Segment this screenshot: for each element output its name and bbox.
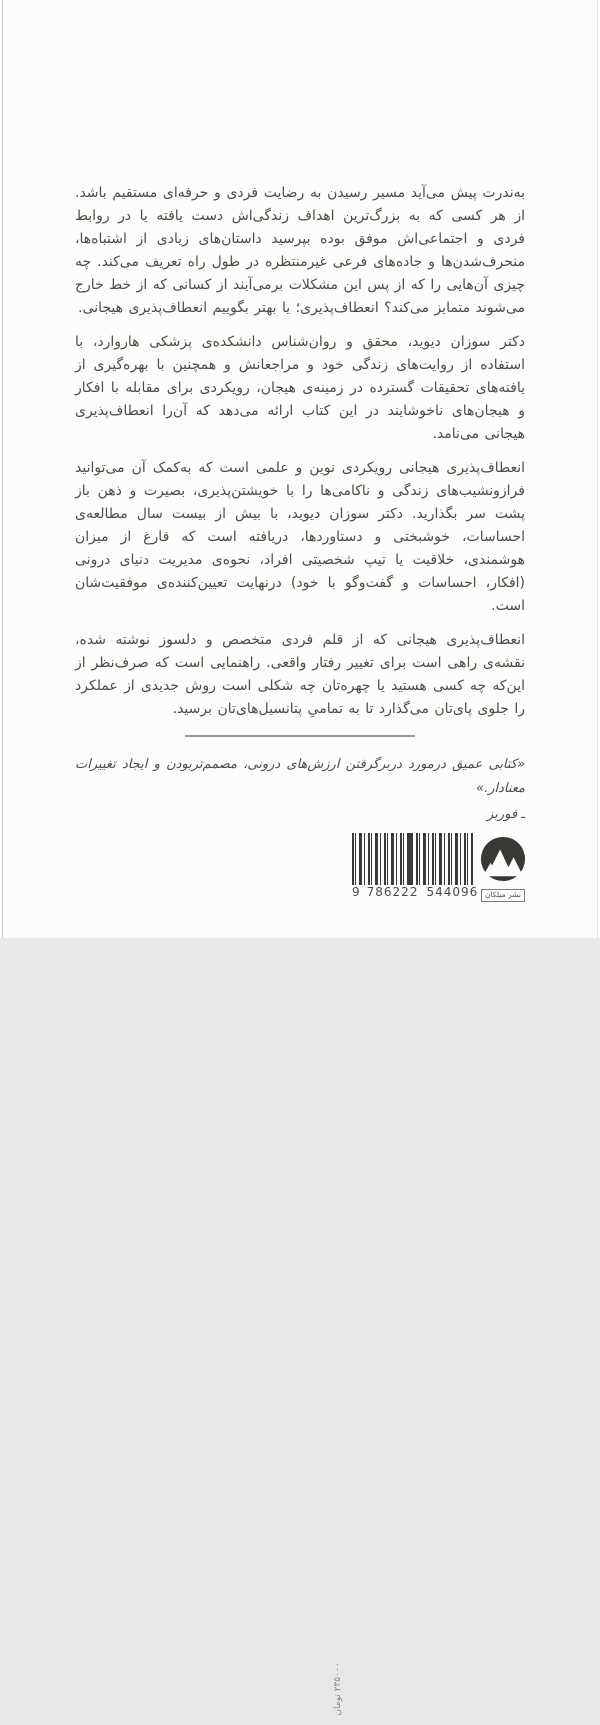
synopsis-paragraph: انعطاف‌پذیری هیجانی که از قلم فردی متخصص و دلسوز نوشته شده، نقشه‌ی راهی است برای تغییر رفتار واقعی. راهنمایی است که صرف‌نظر از این‌که چه کسی هستید یا چهره‌تان چه شکلی است روش جدیدی از عملکرد را جلوی پای‌تان می‌گذارد تا به تمامیِ پتانسیل‌های‌تان برسید. (75, 632, 525, 717)
synopsis-paragraph: دکتر سوزان دیوید، محقق و روان‌شناس دانشکده‌ی پزشکی هاروارد، با استفاده از روایت‌های زندگی خود و مراجعانش و همچنین با بهره‌گیری از یافته‌های تحقیقات گسترده در زمینه‌ی هیجان، رویکردی برای مقابله با افکار و هیجان‌های ناخوشایند در این کتاب ارائه می‌دهد که آن‌را انعطاف‌پذیری هیجانی می‌نامد. (75, 334, 525, 442)
synopsis-paragraph: به‌ندرت پیش می‌آید مسیر رسیدن به رضایت فردی و حرفه‌ای مستقیم باشد. از هر کسی که به بزرگ‌ترین اهداف زندگی‌اش دست یافته یا در روابط فردی و اجتماعی‌اش موفق بوده بپرسید داستان‌های زیادی از اشتباه‌ها، منحرف‌شدن‌ها و جاده‌های فرعی غیرمنتظره در طول راه تعریف می‌کند. چه چیزی آن‌هایی را که از پس این مشکلات برمی‌آیند از کسانی که از خط خارج می‌شوند متمایز می‌کند؟ انعطاف‌پذیری؛ یا بهتر بگوییم انعطاف‌پذیری هیجانی. (75, 185, 525, 316)
page-left-edge-line (2, 0, 3, 938)
price-label: ۲۳۵۰۰۰ تومان (333, 1662, 343, 1716)
synopsis-text-column (75, 182, 525, 827)
review-quote (75, 753, 525, 827)
isbn-barcode (352, 833, 479, 907)
quote-divider-line (185, 735, 415, 737)
review-quote-text: «کتابی عمیق درمورد دربرگرفتن ارزش‌های درونی، مصمم‌تربودن و ایجاد تغییرات معنادار.» (75, 757, 525, 796)
barcode-guard-bar (352, 833, 354, 893)
footer-barcode-block (0, 826, 600, 1716)
page-right-edge-line (597, 0, 598, 938)
isbn-number (352, 885, 479, 899)
publisher-logo-block (478, 836, 528, 902)
barcode-guard-bar (410, 833, 412, 893)
review-quote-attribution: ـ فوربز (487, 807, 525, 822)
isbn-digit-first: 9 (352, 885, 361, 899)
barcode-bars (352, 833, 473, 885)
synopsis-paragraph: انعطاف‌پذیری هیجانی رویکردی نوین و علمی است که به‌کمک آن می‌توانید فرازونشیب‌های زندگی و ناکامی‌ها را با خویشتن‌پذیری، بصیرت و ذهن باز پشت سر بگذارید. دکتر سوزان دیوید، با بیش از بیست سال مطالعه‌ی احساسات، خوشبختی و دستاوردها، دریافته است که فارغ از میزان هوشمندی، خلاقیت یا تیپ شخصیتی افراد، نحوه‌ی مدیریت دنیای درونی (افکار، احساسات و گفت‌وگو با خود) درنهایت تعیین‌کننده‌ی موفقیت‌شان است. (75, 460, 525, 614)
isbn-digit-group: 544096 (426, 885, 479, 899)
barcode-guard-bar (471, 833, 473, 893)
publisher-name: نشر میلکان (481, 889, 525, 902)
isbn-digit-group: 786222 (366, 885, 419, 899)
mountain-logo-icon (480, 836, 526, 882)
